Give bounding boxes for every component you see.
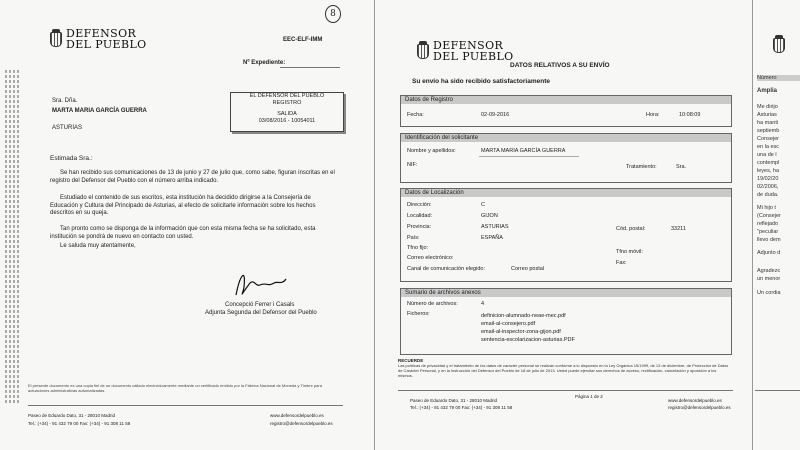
recipient-name: MARTA MARIA GARCÍA GUERRA [52, 108, 147, 114]
coat-of-arms-icon [773, 38, 785, 53]
footer-email: registro@defensordelpueblo.es [668, 405, 731, 410]
localizacion-section: Datos de Localización Dirección: C Localidad: GIJON Provincia: ASTURIAS Cód. postal: 33211 País: ESPAÑA Tfno fijo: Tfno móvil: Correo electrónico: Fax: Canal de comunicación elegido: Correo postal [400, 188, 732, 282]
handwritten-page-number: 8 [325, 5, 341, 23]
reference-code: EEC-ELF-IMM [283, 37, 323, 43]
identificacion-section: Identificación del solicitante Nombre y apellidos: MARTA MARIA GARCÍA GUERRA NIF: Tratamiento: Sra. [400, 133, 732, 183]
footer-web: www.defensordelpueblo.es [270, 413, 324, 418]
defensor-logo: DEFENSOR DEL PUEBLO [50, 28, 147, 50]
electronic-seal-note: El presente documento es una copia fiel de un documento callado electrónicamente mediante un certificado emitido por la Fábrica Nacional de Moneda y Timbre para actuaciones administrativas automatizadas. [28, 383, 322, 393]
attached-file[interactable]: definicion-alumnado-neae-mec.pdf [481, 313, 566, 319]
signatory-name: Concepció Ferrer i Casals [225, 302, 295, 308]
signature-icon [228, 265, 288, 305]
expediente-label: Nº Expediente: [243, 60, 286, 66]
attached-file[interactable]: email-al-inspector-zona-gijon.pdf [481, 329, 561, 335]
coat-of-arms-icon [50, 32, 62, 47]
defensor-logo-partial [773, 38, 785, 53]
footer-address: Paseo de Eduardo Dato, 31 - 28010 Madrid [410, 398, 498, 403]
letter-page [0, 0, 378, 450]
form-subtitle: Su envío ha sido recibido satisfactoriamente [412, 78, 550, 85]
legal-heading: RECUERDE [398, 358, 424, 363]
registry-stamp: EL DEFENSOR DEL PUEBLO REGISTRO SALIDA 03/08/2016 - 10054011 [230, 92, 344, 132]
third-page-partial: Número Amplia Me dirijo Asturias ha manti septiemb Consejer en la esc una de l contempl leyes, ha 19/02/20 02/2006, de duda. Mi hijo t (Consejer reflejado "peculiar llevo dem Adjunto d Agradezc un menor Un cordia [752, 0, 800, 450]
coat-of-arms-icon [417, 44, 429, 59]
paragraph-3: Tan pronto como se disponga de la información que con esta misma fecha se ha solicitado, esta institución se pondrá de nuevo en contacto con usted. [50, 226, 316, 240]
signatory-title: Adjunta Segunda del Defensor del Pueblo [205, 310, 317, 316]
greeting: Estimada Sra.: [50, 155, 93, 162]
footer-web: www.defensordelpueblo.es [668, 398, 722, 403]
vertical-legal-margin-text [2, 70, 20, 405]
partial-heading: Número [757, 75, 800, 81]
footer-email: registro@defensordelpueblo.es [270, 421, 333, 426]
attached-file[interactable]: sentencia-escolarizacion-asturias.PDF [481, 337, 575, 343]
footer-address: Paseo de Eduardo Dato, 31 - 28010 Madrid [28, 413, 116, 418]
closing: Le saluda muy atentamente, [60, 243, 136, 249]
footer-phone: Tel.: (+34) - 91 432 79 00 Fax: (+34) - 91 308 11 58 [28, 421, 131, 426]
paragraph-1: Se han recibido sus comunicaciones de 13 de junio y 27 de julio que, como sabe, figuran inscritas en el registro del Defensor del Pueblo con el número arriba indicado. [50, 170, 335, 184]
attached-file[interactable]: email-al-consejero.pdf [481, 321, 536, 327]
partial-heading-2: Amplia [757, 88, 778, 94]
form-title: DATOS RELATIVOS A SU ENVÍO [510, 62, 610, 69]
footer-phone: Tel.: (+34) - 91 432 79 00 Fax: (+34) - 91 308 11 58 [410, 405, 513, 410]
recipient-city: ASTURIAS [52, 125, 83, 131]
paragraph-2: Estudiado el contenido de sus escritos, esta institución ha decidido dirigirse a la Consejería de Educación y Cultura del Principado de Asturias, al efecto de solicitarle información sobre los hechos descritos en su queja. [50, 195, 316, 216]
legal-text: Las políticas de privacidad y el tratamiento de los datos de carácter personal se realizan conforme a lo dispuesto en la Ley Orgánica 15/1999, de 13 de diciembre, de Protección de Datos de Carácter Personal, y en la Instrucción del Defensor del Pueblo de 18 de julio de 2013. Usted puede ejercitar sus derechos de acceso, rectificación, cancelación y oposición a los mismos. [398, 363, 729, 378]
salutation-line: Sra. Dña. [52, 98, 78, 104]
defensor-logo: DEFENSOR DEL PUEBLO [417, 40, 514, 62]
registro-section: Datos de Registro Fecha: 02-09-2016 Hora: 10:08:09 [400, 95, 732, 127]
anexos-section: Sumario de archivos anexos Número de archivos: 4 Ficheros: definicion-alumnado-neae-mec.pdf email-al-consejero.pdf email-al-inspector-zona-gijon.pdf sentencia-escolarizacion-asturias.PDF [400, 288, 732, 355]
page-number: Página 1 de 2 [575, 394, 603, 399]
